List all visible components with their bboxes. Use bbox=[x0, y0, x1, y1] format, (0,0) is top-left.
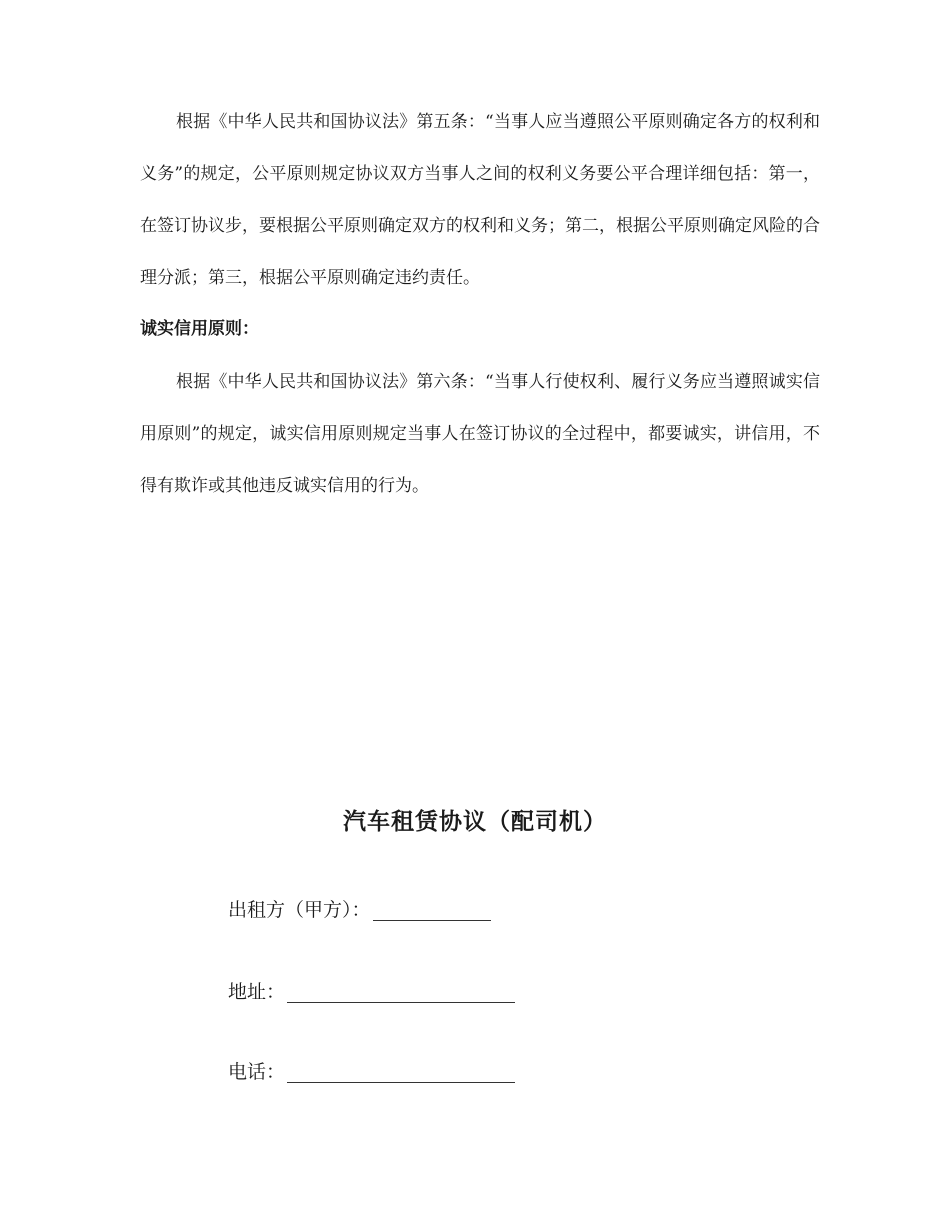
address-field bbox=[228, 977, 515, 1007]
good-faith-heading: 诚实信用原则： bbox=[140, 319, 259, 339]
contract-title: 汽车租赁协议（配司机） bbox=[343, 808, 607, 835]
lessor-blank[interactable] bbox=[373, 898, 491, 921]
address-blank[interactable] bbox=[287, 980, 515, 1003]
phone-label: 电话： bbox=[228, 1061, 286, 1083]
lessor-field bbox=[228, 895, 491, 925]
phone-field bbox=[228, 1057, 515, 1087]
phone-blank[interactable] bbox=[287, 1060, 515, 1083]
address-label: 地址： bbox=[228, 981, 286, 1003]
good-faith-paragraph: 根据《中华人民共和国协议法》第六条：“当事人行使权利、履行义务应当遵照诚实信用原则”的规定，诚实信用原则规定当事人在签订协议的全过程中，都要诚实，讲信用，不得有欺诈或其他违反诚实信用的行为。 bbox=[140, 372, 820, 496]
fairness-principle-paragraph: 根据《中华人民共和国协议法》第五条：“当事人应当遵照公平原则确定各方的权利和义务”的规定，公平原则规定协议双方当事人之间的权利义务要公平合理详细包括：第一，在签订协议步，要根据公平原则确定双方的权利和义务；第二，根据公平原则确定风险的合理分派；第三，根据公平原则确定违约责任。 bbox=[140, 112, 820, 288]
lessor-label: 出租方（甲方）： bbox=[228, 899, 371, 921]
